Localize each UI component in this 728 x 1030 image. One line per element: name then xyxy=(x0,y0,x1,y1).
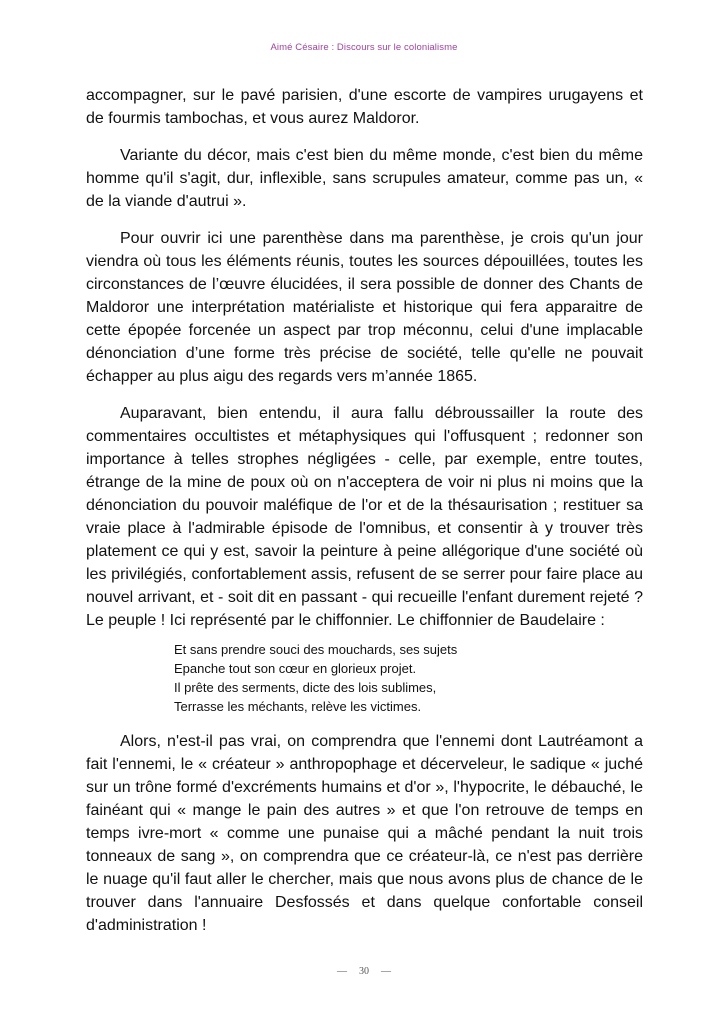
paragraph-continuation: accompagner, sur le pavé parisien, d'une escorte de vampires urugayens et de fourmis tambochas, et vous aurez Maldoror. xyxy=(86,87,643,127)
document-body xyxy=(86,84,643,937)
verse-line: Terrasse les méchants, relève les victimes. xyxy=(174,699,422,714)
verse-line: Il prête des serments, dicte des lois sublimes, xyxy=(174,680,437,695)
paragraph-alors: Alors, n'est-il pas vrai, on comprendra que l'ennemi dont Lautréamont a fait l'ennemi, le « créateur » anthropophage et décerveleur, le sadique « juché sur un trône formé d'excréments humains et d'or », l'hypocrite, le débauché, le fainéant qui « mange le pain des autres » et que l'on retrouve de temps en temps ivre-mort « comme une punaise qui a mâché pendant la nuit trois tonneaux de sang », on comprendra que ce créateur-là, ce n'est pas derrière le nuage qu'il faut aller le chercher, mais que nous avons plus de chance de le trouver dans l'annuaire Desfossés et dans quelque confortable conseil d'administration ! xyxy=(86,733,643,934)
paragraph-parenthese: Pour ouvrir ici une parenthèse dans ma parenthèse, je crois qu'un jour viendra où tous les éléments réunis, toutes les sources dépouillées, toutes les circonstances de l’œuvre élucidées, il sera possible de donner des Chants de Maldoror une interprétation matérialiste et historique qui fera apparaitre de cette épopée forcenée un aspect par trop méconnu, celui d'une implacable dénonciation d’une forme très précise de société, telle qu'elle ne pouvait échapper au plus aigu des regards vers m’année 1865. xyxy=(86,230,643,385)
verse-quote xyxy=(174,640,643,716)
verse-line: Et sans prendre souci des mouchards, ses sujets xyxy=(174,642,458,657)
footer-dash-right: — xyxy=(381,966,391,977)
paragraph-variante: Variante du décor, mais c'est bien du même monde, c'est bien du même homme qu'il s'agit, dur, inflexible, sans scrupules amateur, comme pas un, « de la viande d'autrui ». xyxy=(86,147,643,210)
footer-dash-left: — xyxy=(337,966,347,977)
running-header: Aimé Césaire : Discours sur le colonialisme xyxy=(270,42,458,53)
page-footer xyxy=(0,966,728,977)
paragraph-auparavant: Auparavant, bien entendu, il aura fallu débroussailler la route des commentaires occultistes et métaphysiques qui l'offusquent ; redonner son importance à telles strophes négligées - celle, par exemple, entre toutes, étrange de la mine de poux où on n'acceptera de voir ni plus ni moins que la dénonciation du pouvoir maléfique de l'or et de la thésaurisation ; restituer sa vraie place à l'admirable épisode de l'omnibus, et consentir à y trouver très platement ce qui y est, savoir la peinture à peine allégorique d'une société où les privilégiés, confortablement assis, refusent de se serrer pour faire place au nouvel arrivant, et - soit dit en passant - qui recueille l'enfant durement rejeté ? Le peuple ! Ici représenté par le chiffonnier. Le chiffonnier de Baudelaire : xyxy=(86,405,643,629)
verse-line: Epanche tout son cœur en glorieux projet. xyxy=(174,661,417,676)
page-number: 30 xyxy=(359,966,369,977)
